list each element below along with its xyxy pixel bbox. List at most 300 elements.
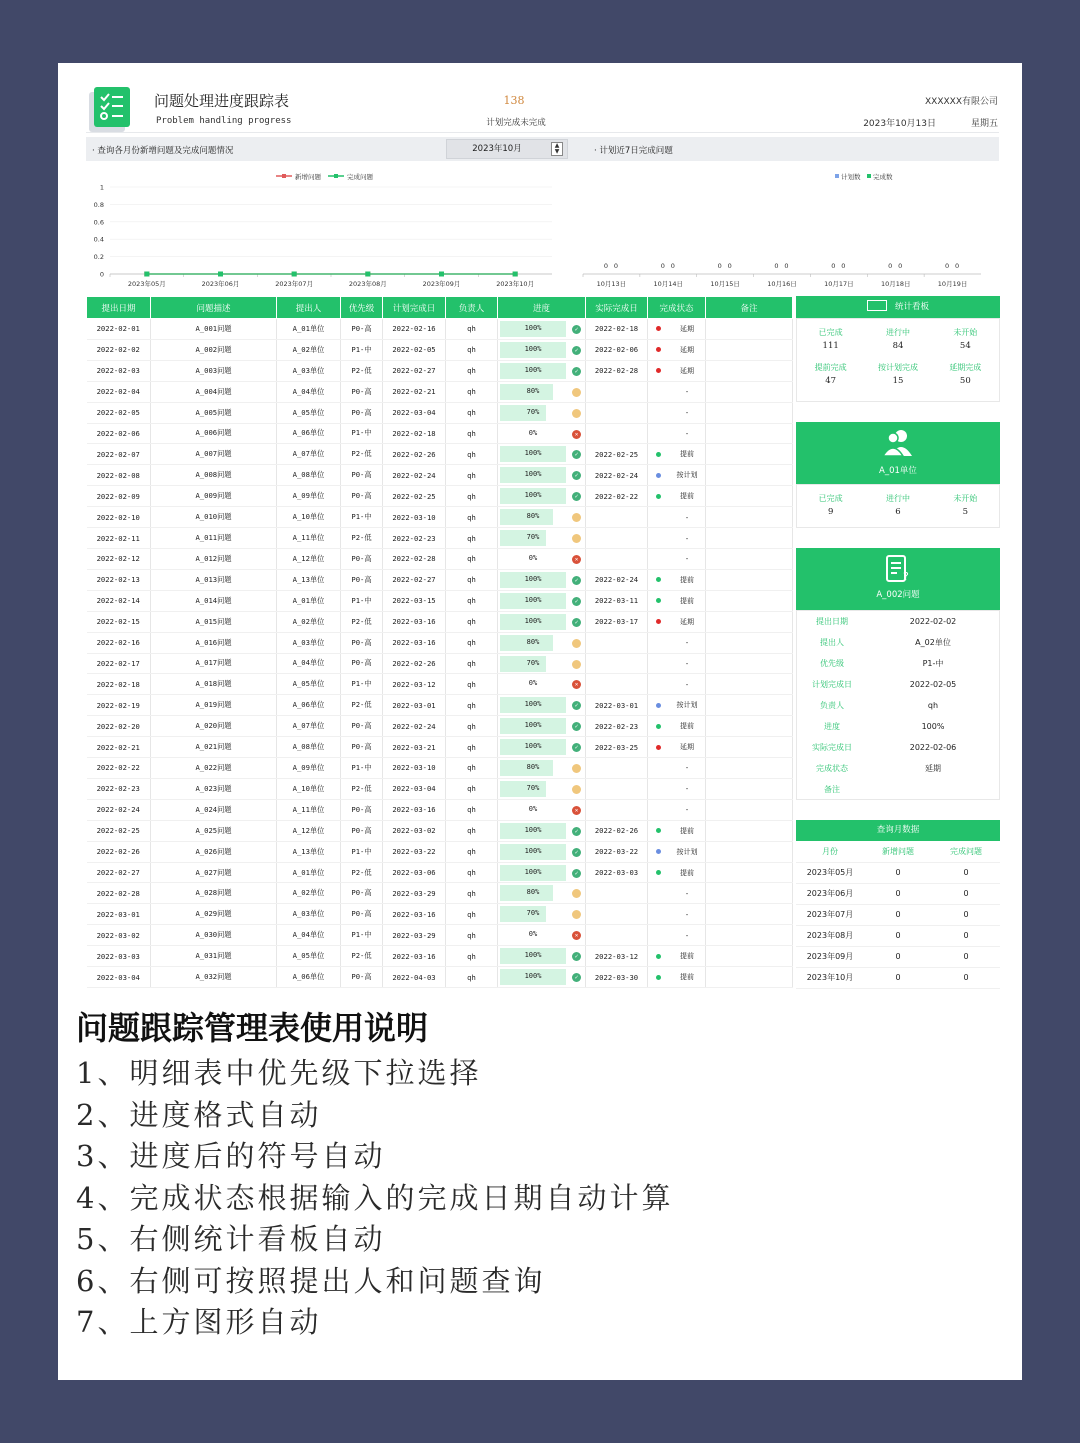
progress-cell[interactable] (498, 799, 586, 820)
status-cell[interactable] (648, 778, 706, 799)
submitter-cell[interactable]: A_02单位 (277, 883, 341, 904)
planned-date-cell[interactable]: 2022-03-06 (383, 862, 446, 883)
actual-date-cell[interactable] (586, 507, 648, 528)
actual-date-cell[interactable]: 2022-03-03 (586, 862, 648, 883)
actual-date-cell[interactable]: 2022-03-25 (586, 737, 648, 758)
owner-cell[interactable]: qh (446, 737, 498, 758)
progress-cell[interactable] (498, 339, 586, 360)
submit-date-cell[interactable]: 2022-02-10 (87, 507, 151, 528)
issue-desc-cell[interactable]: A_013问题 (151, 569, 277, 590)
actual-date-cell[interactable]: 2022-02-18 (586, 319, 648, 340)
priority-cell[interactable]: P0-高 (341, 381, 383, 402)
planned-date-cell[interactable]: 2022-02-16 (383, 319, 446, 340)
actual-date-cell[interactable]: 2022-02-25 (586, 444, 648, 465)
submit-date-cell[interactable]: 2022-03-01 (87, 904, 151, 925)
issue-desc-cell[interactable]: A_008问题 (151, 465, 277, 486)
submit-date-cell[interactable]: 2022-02-17 (87, 653, 151, 674)
planned-date-cell[interactable]: 2022-02-18 (383, 423, 446, 444)
table-row[interactable] (87, 716, 793, 737)
table-row[interactable] (87, 339, 793, 360)
issue-desc-cell[interactable]: A_015问题 (151, 611, 277, 632)
table-row[interactable] (87, 820, 793, 841)
table-row[interactable] (87, 904, 793, 925)
remark-cell[interactable] (706, 946, 793, 967)
status-cell[interactable] (648, 883, 706, 904)
remark-cell[interactable] (706, 339, 793, 360)
table-row[interactable] (87, 883, 793, 904)
priority-cell[interactable]: P1-中 (341, 423, 383, 444)
priority-cell[interactable]: P2-低 (341, 444, 383, 465)
priority-cell[interactable]: P2-低 (341, 695, 383, 716)
submitter-cell[interactable]: A_13单位 (277, 841, 341, 862)
remark-cell[interactable] (706, 548, 793, 569)
submitter-cell[interactable]: A_11单位 (277, 799, 341, 820)
status-cell[interactable] (648, 632, 706, 653)
status-cell[interactable] (648, 381, 706, 402)
actual-date-cell[interactable]: 2022-03-01 (586, 695, 648, 716)
progress-cell[interactable] (498, 946, 586, 967)
submit-date-cell[interactable]: 2022-03-02 (87, 925, 151, 946)
owner-cell[interactable]: qh (446, 758, 498, 779)
priority-cell[interactable]: P2-低 (341, 946, 383, 967)
submitter-cell[interactable]: A_08单位 (277, 737, 341, 758)
submitter-cell[interactable]: A_07单位 (277, 444, 341, 465)
progress-cell[interactable] (498, 423, 586, 444)
issue-desc-cell[interactable]: A_022问题 (151, 758, 277, 779)
actual-date-cell[interactable] (586, 548, 648, 569)
actual-date-cell[interactable]: 2022-03-12 (586, 946, 648, 967)
remark-cell[interactable] (706, 862, 793, 883)
issue-desc-cell[interactable]: A_005问题 (151, 402, 277, 423)
status-cell[interactable] (648, 423, 706, 444)
planned-date-cell[interactable]: 2022-02-27 (383, 569, 446, 590)
submit-date-cell[interactable]: 2022-02-16 (87, 632, 151, 653)
submit-date-cell[interactable]: 2022-02-21 (87, 737, 151, 758)
table-row[interactable] (87, 548, 793, 569)
table-row[interactable] (87, 465, 793, 486)
table-row[interactable] (87, 653, 793, 674)
progress-cell[interactable] (498, 967, 586, 988)
submitter-cell[interactable]: A_05单位 (277, 674, 341, 695)
actual-date-cell[interactable] (586, 653, 648, 674)
person-card[interactable] (796, 422, 1000, 484)
submitter-cell[interactable]: A_03单位 (277, 360, 341, 381)
planned-date-cell[interactable]: 2022-03-22 (383, 841, 446, 862)
owner-cell[interactable]: qh (446, 925, 498, 946)
owner-cell[interactable]: qh (446, 507, 498, 528)
status-cell[interactable] (648, 967, 706, 988)
submit-date-cell[interactable]: 2022-03-04 (87, 967, 151, 988)
remark-cell[interactable] (706, 402, 793, 423)
progress-cell[interactable] (498, 632, 586, 653)
actual-date-cell[interactable]: 2022-03-30 (586, 967, 648, 988)
planned-date-cell[interactable]: 2022-02-21 (383, 381, 446, 402)
progress-cell[interactable] (498, 820, 586, 841)
remark-cell[interactable] (706, 507, 793, 528)
priority-cell[interactable]: P0-高 (341, 883, 383, 904)
remark-cell[interactable] (706, 381, 793, 402)
owner-cell[interactable]: qh (446, 360, 498, 381)
submitter-cell[interactable]: A_06单位 (277, 423, 341, 444)
status-cell[interactable] (648, 507, 706, 528)
submit-date-cell[interactable]: 2022-02-25 (87, 820, 151, 841)
planned-date-cell[interactable]: 2022-02-23 (383, 528, 446, 549)
submit-date-cell[interactable]: 2022-02-08 (87, 465, 151, 486)
actual-date-cell[interactable]: 2022-03-22 (586, 841, 648, 862)
table-row[interactable] (87, 946, 793, 967)
submitter-cell[interactable]: A_05单位 (277, 402, 341, 423)
progress-cell[interactable] (498, 674, 586, 695)
status-cell[interactable] (648, 360, 706, 381)
priority-cell[interactable]: P0-高 (341, 569, 383, 590)
issue-desc-cell[interactable]: A_029问题 (151, 904, 277, 925)
submitter-cell[interactable]: A_06单位 (277, 695, 341, 716)
table-row[interactable] (87, 507, 793, 528)
submit-date-cell[interactable]: 2022-02-05 (87, 402, 151, 423)
priority-cell[interactable]: P0-高 (341, 799, 383, 820)
owner-cell[interactable]: qh (446, 548, 498, 569)
issue-desc-cell[interactable]: A_026问题 (151, 841, 277, 862)
table-row[interactable] (87, 778, 793, 799)
actual-date-cell[interactable] (586, 423, 648, 444)
owner-cell[interactable]: qh (446, 716, 498, 737)
submit-date-cell[interactable]: 2022-02-28 (87, 883, 151, 904)
owner-cell[interactable]: qh (446, 528, 498, 549)
priority-cell[interactable]: P0-高 (341, 402, 383, 423)
submit-date-cell[interactable]: 2022-02-20 (87, 716, 151, 737)
submitter-cell[interactable]: A_01单位 (277, 319, 341, 340)
submit-date-cell[interactable]: 2022-02-14 (87, 590, 151, 611)
progress-cell[interactable] (498, 486, 586, 507)
actual-date-cell[interactable] (586, 758, 648, 779)
priority-cell[interactable]: P0-高 (341, 967, 383, 988)
progress-cell[interactable] (498, 548, 586, 569)
submitter-cell[interactable]: A_03单位 (277, 904, 341, 925)
issue-desc-cell[interactable]: A_001问题 (151, 319, 277, 340)
status-cell[interactable] (648, 820, 706, 841)
column-header[interactable]: 提出日期 (87, 297, 151, 319)
progress-cell[interactable] (498, 716, 586, 737)
submitter-cell[interactable]: A_09单位 (277, 486, 341, 507)
remark-cell[interactable] (706, 632, 793, 653)
table-row[interactable] (87, 486, 793, 507)
owner-cell[interactable]: qh (446, 883, 498, 904)
status-cell[interactable] (648, 758, 706, 779)
column-header[interactable]: 优先级 (341, 297, 383, 319)
issue-desc-cell[interactable]: A_017问题 (151, 653, 277, 674)
progress-cell[interactable] (498, 841, 586, 862)
issue-desc-cell[interactable]: A_012问题 (151, 548, 277, 569)
submit-date-cell[interactable]: 2022-02-04 (87, 381, 151, 402)
priority-cell[interactable]: P0-高 (341, 548, 383, 569)
table-row[interactable] (87, 590, 793, 611)
remark-cell[interactable] (706, 758, 793, 779)
progress-cell[interactable] (498, 611, 586, 632)
column-header[interactable]: 计划完成日 (383, 297, 446, 319)
remark-cell[interactable] (706, 799, 793, 820)
issue-desc-cell[interactable]: A_025问题 (151, 820, 277, 841)
status-cell[interactable] (648, 737, 706, 758)
priority-cell[interactable]: P0-高 (341, 319, 383, 340)
owner-cell[interactable]: qh (446, 402, 498, 423)
planned-date-cell[interactable]: 2022-04-03 (383, 967, 446, 988)
planned-date-cell[interactable]: 2022-03-16 (383, 632, 446, 653)
column-header[interactable]: 提出人 (277, 297, 341, 319)
owner-cell[interactable]: qh (446, 611, 498, 632)
remark-cell[interactable] (706, 737, 793, 758)
submit-date-cell[interactable]: 2022-02-11 (87, 528, 151, 549)
issue-desc-cell[interactable]: A_028问题 (151, 883, 277, 904)
status-cell[interactable] (648, 904, 706, 925)
owner-cell[interactable]: qh (446, 339, 498, 360)
actual-date-cell[interactable] (586, 528, 648, 549)
priority-cell[interactable]: P0-高 (341, 820, 383, 841)
actual-date-cell[interactable] (586, 632, 648, 653)
issue-desc-cell[interactable]: A_010问题 (151, 507, 277, 528)
submitter-cell[interactable]: A_09单位 (277, 758, 341, 779)
remark-cell[interactable] (706, 360, 793, 381)
submit-date-cell[interactable]: 2022-02-24 (87, 799, 151, 820)
submitter-cell[interactable]: A_06单位 (277, 967, 341, 988)
status-cell[interactable] (648, 444, 706, 465)
status-cell[interactable] (648, 946, 706, 967)
remark-cell[interactable] (706, 674, 793, 695)
submit-date-cell[interactable]: 2022-02-19 (87, 695, 151, 716)
issue-desc-cell[interactable]: A_009问题 (151, 486, 277, 507)
remark-cell[interactable] (706, 716, 793, 737)
progress-cell[interactable] (498, 758, 586, 779)
issue-desc-cell[interactable]: A_018问题 (151, 674, 277, 695)
priority-cell[interactable]: P0-高 (341, 716, 383, 737)
priority-cell[interactable]: P1-中 (341, 507, 383, 528)
planned-date-cell[interactable]: 2022-03-16 (383, 904, 446, 925)
submitter-cell[interactable]: A_02单位 (277, 611, 341, 632)
remark-cell[interactable] (706, 841, 793, 862)
table-row[interactable] (87, 402, 793, 423)
spin-button[interactable]: ▲ ▼ (551, 142, 563, 156)
priority-cell[interactable]: P2-低 (341, 778, 383, 799)
table-row[interactable] (87, 695, 793, 716)
status-cell[interactable] (648, 548, 706, 569)
issue-desc-cell[interactable]: A_031问题 (151, 946, 277, 967)
planned-date-cell[interactable]: 2022-03-16 (383, 799, 446, 820)
issue-desc-cell[interactable]: A_032问题 (151, 967, 277, 988)
submit-date-cell[interactable]: 2022-02-23 (87, 778, 151, 799)
planned-date-cell[interactable]: 2022-02-24 (383, 716, 446, 737)
status-cell[interactable] (648, 486, 706, 507)
owner-cell[interactable]: qh (446, 486, 498, 507)
planned-date-cell[interactable]: 2022-02-27 (383, 360, 446, 381)
remark-cell[interactable] (706, 611, 793, 632)
submit-date-cell[interactable]: 2022-02-01 (87, 319, 151, 340)
owner-cell[interactable]: qh (446, 674, 498, 695)
actual-date-cell[interactable] (586, 925, 648, 946)
table-row[interactable] (87, 632, 793, 653)
remark-cell[interactable] (706, 904, 793, 925)
submit-date-cell[interactable]: 2022-02-02 (87, 339, 151, 360)
progress-cell[interactable] (498, 402, 586, 423)
progress-cell[interactable] (498, 737, 586, 758)
issue-card[interactable] (796, 548, 1000, 610)
priority-cell[interactable]: P2-低 (341, 528, 383, 549)
planned-date-cell[interactable]: 2022-03-04 (383, 778, 446, 799)
submitter-cell[interactable]: A_03单位 (277, 632, 341, 653)
progress-cell[interactable] (498, 569, 586, 590)
remark-cell[interactable] (706, 486, 793, 507)
actual-date-cell[interactable] (586, 778, 648, 799)
priority-cell[interactable]: P1-中 (341, 925, 383, 946)
column-header[interactable]: 备注 (706, 297, 793, 319)
priority-cell[interactable]: P2-低 (341, 611, 383, 632)
table-row[interactable] (87, 611, 793, 632)
issue-desc-cell[interactable]: A_023问题 (151, 778, 277, 799)
planned-date-cell[interactable]: 2022-02-05 (383, 339, 446, 360)
priority-cell[interactable]: P1-中 (341, 339, 383, 360)
table-row[interactable] (87, 841, 793, 862)
progress-cell[interactable] (498, 925, 586, 946)
progress-cell[interactable] (498, 904, 586, 925)
submit-date-cell[interactable]: 2022-02-26 (87, 841, 151, 862)
owner-cell[interactable]: qh (446, 423, 498, 444)
remark-cell[interactable] (706, 444, 793, 465)
column-header[interactable]: 完成状态 (648, 297, 706, 319)
progress-cell[interactable] (498, 883, 586, 904)
owner-cell[interactable]: qh (446, 820, 498, 841)
submitter-cell[interactable]: A_10单位 (277, 507, 341, 528)
submitter-cell[interactable]: A_11单位 (277, 528, 341, 549)
actual-date-cell[interactable] (586, 799, 648, 820)
table-row[interactable] (87, 423, 793, 444)
owner-cell[interactable]: qh (446, 904, 498, 925)
table-row[interactable] (87, 674, 793, 695)
actual-date-cell[interactable] (586, 883, 648, 904)
column-header[interactable]: 进度 (498, 297, 586, 319)
priority-cell[interactable]: P0-高 (341, 486, 383, 507)
actual-date-cell[interactable]: 2022-03-11 (586, 590, 648, 611)
issue-desc-cell[interactable]: A_002问题 (151, 339, 277, 360)
submitter-cell[interactable]: A_04单位 (277, 925, 341, 946)
table-row[interactable] (87, 444, 793, 465)
submitter-cell[interactable]: A_04单位 (277, 381, 341, 402)
remark-cell[interactable] (706, 569, 793, 590)
planned-date-cell[interactable]: 2022-03-29 (383, 925, 446, 946)
owner-cell[interactable]: qh (446, 590, 498, 611)
submitter-cell[interactable]: A_05单位 (277, 946, 341, 967)
actual-date-cell[interactable] (586, 904, 648, 925)
status-cell[interactable] (648, 319, 706, 340)
owner-cell[interactable]: qh (446, 841, 498, 862)
issue-desc-cell[interactable]: A_011问题 (151, 528, 277, 549)
actual-date-cell[interactable]: 2022-02-22 (586, 486, 648, 507)
issue-desc-cell[interactable]: A_014问题 (151, 590, 277, 611)
submit-date-cell[interactable]: 2022-02-15 (87, 611, 151, 632)
remark-cell[interactable] (706, 883, 793, 904)
table-row[interactable] (87, 737, 793, 758)
submitter-cell[interactable]: A_08单位 (277, 465, 341, 486)
table-row[interactable] (87, 925, 793, 946)
planned-date-cell[interactable]: 2022-03-16 (383, 611, 446, 632)
owner-cell[interactable]: qh (446, 569, 498, 590)
owner-cell[interactable]: qh (446, 444, 498, 465)
issue-desc-cell[interactable]: A_016问题 (151, 632, 277, 653)
column-header[interactable]: 问题描述 (151, 297, 277, 319)
planned-date-cell[interactable]: 2022-03-10 (383, 758, 446, 779)
planned-date-cell[interactable]: 2022-03-10 (383, 507, 446, 528)
remark-cell[interactable] (706, 590, 793, 611)
submit-date-cell[interactable]: 2022-02-22 (87, 758, 151, 779)
progress-cell[interactable] (498, 695, 586, 716)
submit-date-cell[interactable]: 2022-02-03 (87, 360, 151, 381)
table-row[interactable] (87, 381, 793, 402)
remark-cell[interactable] (706, 465, 793, 486)
planned-date-cell[interactable]: 2022-03-21 (383, 737, 446, 758)
submitter-cell[interactable]: A_12单位 (277, 548, 341, 569)
priority-cell[interactable]: P0-高 (341, 653, 383, 674)
actual-date-cell[interactable]: 2022-03-17 (586, 611, 648, 632)
status-cell[interactable] (648, 695, 706, 716)
owner-cell[interactable]: qh (446, 465, 498, 486)
issue-desc-cell[interactable]: A_030问题 (151, 925, 277, 946)
priority-cell[interactable]: P1-中 (341, 758, 383, 779)
progress-cell[interactable] (498, 319, 586, 340)
table-row[interactable] (87, 528, 793, 549)
submit-date-cell[interactable]: 2022-02-13 (87, 569, 151, 590)
submit-date-cell[interactable]: 2022-02-12 (87, 548, 151, 569)
remark-cell[interactable] (706, 778, 793, 799)
planned-date-cell[interactable]: 2022-03-29 (383, 883, 446, 904)
submitter-cell[interactable]: A_01单位 (277, 862, 341, 883)
remark-cell[interactable] (706, 925, 793, 946)
actual-date-cell[interactable] (586, 381, 648, 402)
status-cell[interactable] (648, 528, 706, 549)
priority-cell[interactable]: P1-中 (341, 590, 383, 611)
planned-date-cell[interactable]: 2022-03-16 (383, 946, 446, 967)
table-row[interactable] (87, 758, 793, 779)
status-cell[interactable] (648, 841, 706, 862)
remark-cell[interactable] (706, 820, 793, 841)
priority-cell[interactable]: P0-高 (341, 737, 383, 758)
status-cell[interactable] (648, 716, 706, 737)
owner-cell[interactable]: qh (446, 946, 498, 967)
remark-cell[interactable] (706, 967, 793, 988)
planned-date-cell[interactable]: 2022-02-26 (383, 653, 446, 674)
progress-cell[interactable] (498, 444, 586, 465)
remark-cell[interactable] (706, 528, 793, 549)
planned-date-cell[interactable]: 2022-02-24 (383, 465, 446, 486)
progress-cell[interactable] (498, 778, 586, 799)
owner-cell[interactable]: qh (446, 862, 498, 883)
priority-cell[interactable]: P2-低 (341, 360, 383, 381)
issue-desc-cell[interactable]: A_003问题 (151, 360, 277, 381)
table-row[interactable] (87, 799, 793, 820)
submit-date-cell[interactable]: 2022-02-06 (87, 423, 151, 444)
actual-date-cell[interactable]: 2022-02-24 (586, 465, 648, 486)
owner-cell[interactable]: qh (446, 381, 498, 402)
column-header[interactable]: 实际完成日 (586, 297, 648, 319)
issue-desc-cell[interactable]: A_020问题 (151, 716, 277, 737)
priority-cell[interactable]: P1-中 (341, 841, 383, 862)
actual-date-cell[interactable] (586, 674, 648, 695)
submit-date-cell[interactable]: 2022-02-07 (87, 444, 151, 465)
status-cell[interactable] (648, 611, 706, 632)
status-cell[interactable] (648, 590, 706, 611)
remark-cell[interactable] (706, 695, 793, 716)
submitter-cell[interactable]: A_04单位 (277, 653, 341, 674)
priority-cell[interactable]: P1-中 (341, 674, 383, 695)
submitter-cell[interactable]: A_02单位 (277, 339, 341, 360)
status-cell[interactable] (648, 925, 706, 946)
submitter-cell[interactable]: A_07单位 (277, 716, 341, 737)
